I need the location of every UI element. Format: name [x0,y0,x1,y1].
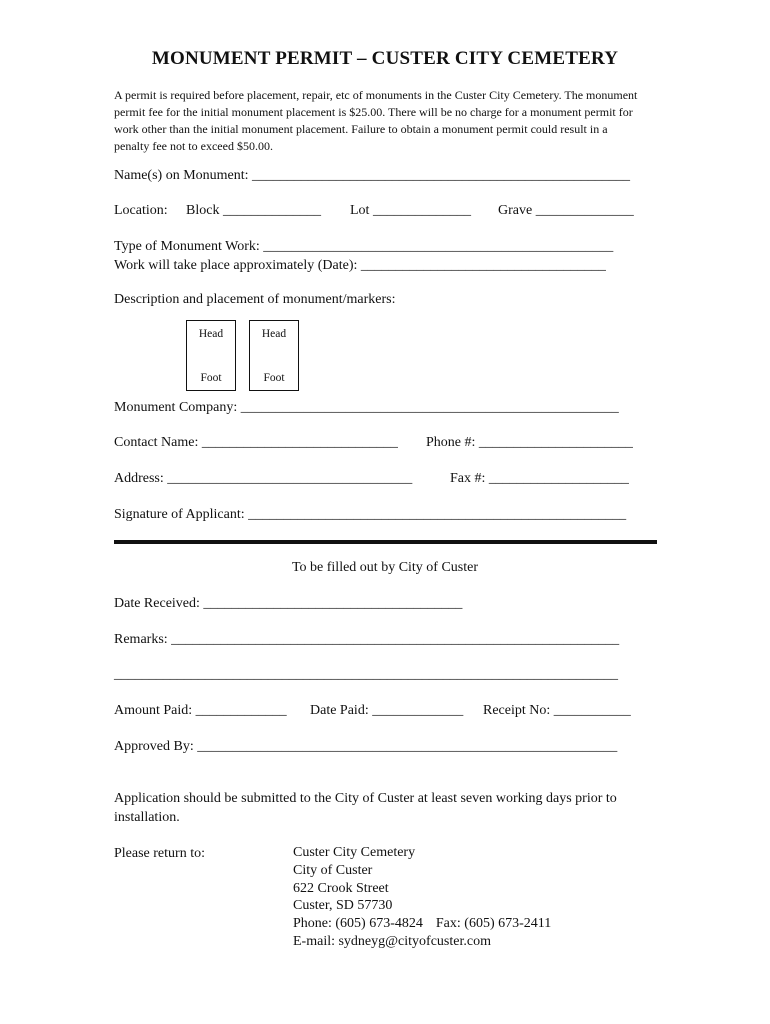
date-received-field[interactable]: Date Received: _____________________________________ [114,596,463,611]
description-label: Description and placement of monument/markers: [114,292,396,307]
return-phone-fax-line [293,915,551,933]
phone-field[interactable]: Phone #: ______________________ [426,435,633,450]
left-marker-head-label: Head [198,328,224,340]
names-on-monument-field[interactable]: Name(s) on Monument: ______________________________________________________ [114,168,631,183]
grave-field[interactable]: Grave ______________ [498,203,634,218]
return-label: Please return to: [114,846,205,861]
date-paid-field[interactable]: Date Paid: _____________ [310,703,464,718]
return-line-3: 622 Crook Street [293,880,389,896]
address-field[interactable]: Address: ___________________________________ [114,471,413,486]
return-email[interactable]: E-mail: sydneyg@cityofcuster.com [293,933,491,949]
return-line-1: Custer City Cemetery [293,845,416,860]
left-marker-box [186,320,236,391]
office-use-heading: To be filled out by City of Custer [291,560,479,575]
lot-field[interactable]: Lot ______________ [350,203,471,218]
monument-company-field[interactable]: Monument Company: ______________________________________________________ [114,400,619,415]
fax-field[interactable]: Fax #: ____________________ [450,471,629,486]
page-title: MONUMENT PERMIT – CUSTER CITY CEMETERY [151,48,619,69]
return-line-2: City of Custer [293,862,373,878]
submission-note: Application should be submitted to the City of Custer at least seven working days prior to installation. [114,791,617,825]
remarks-line-2[interactable]: ________________________________________________________________________ [114,667,618,682]
left-marker-foot-label: Foot [200,372,222,384]
block-field[interactable]: Block ______________ [186,203,321,218]
work-date-field[interactable]: Work will take place approximately (Date): ___________________________________ [114,258,606,273]
right-marker-box [249,320,299,391]
right-marker-foot-label: Foot [263,372,285,384]
right-marker-head-label: Head [261,328,287,340]
location-label: Location: [114,203,168,218]
receipt-no-field[interactable]: Receipt No: ___________ [483,703,631,718]
contact-name-field[interactable]: Contact Name: ____________________________ [114,435,398,450]
return-line-4: Custer, SD 57730 [293,898,393,914]
return-fax: Fax: (605) 673-2411 [435,916,552,932]
intro-paragraph: A permit is required before placement, repair, etc of monuments in the Custer City Cemetery. The monument permit fee for the initial monument placement is $25.00. There will be no charge for a monument permit for work other than the initial monument placement. Failure to obtain a monument permit could result in a penalty fee not to exceed $50.00. [114,88,638,153]
remarks-field[interactable]: Remarks: ________________________________________________________________ [114,632,620,647]
section-divider [114,540,657,544]
approved-by-field[interactable]: Approved By: ____________________________________________________________ [114,739,618,754]
signature-field[interactable]: Signature of Applicant: ______________________________________________________ [114,507,627,522]
return-phone: Phone: (605) 673-4824 [293,916,423,932]
type-of-work-field[interactable]: Type of Monument Work: __________________________________________________ [114,239,614,254]
return-address [293,844,551,951]
amount-paid-field[interactable]: Amount Paid: _____________ [114,703,287,718]
